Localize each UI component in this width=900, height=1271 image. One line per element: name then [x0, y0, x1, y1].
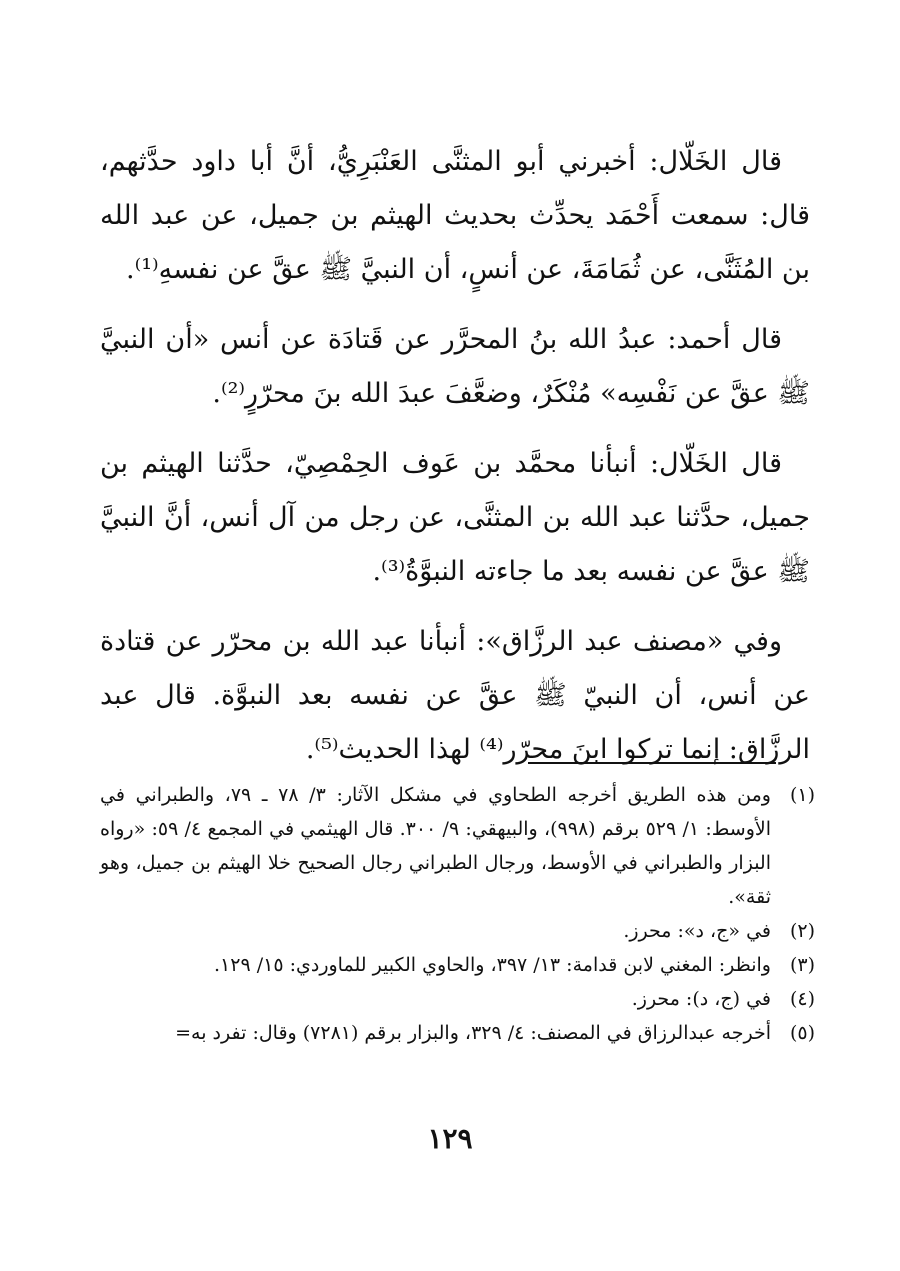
- footnote-5: [100, 1016, 815, 1050]
- footnotes: [100, 778, 815, 1050]
- footnote-text: في «ج، د»: محرز.: [623, 920, 771, 942]
- footnote-number: (٤): [789, 988, 815, 1010]
- footnote-number: (٣): [789, 954, 815, 976]
- paragraph-2: قال أحمد: عبدُ الله بنُ المحرَّر عن قَتادَة عن أنس «أن النبيَّ ﷺ عقَّ عن نَفْسِه» مُنْكَرٌ، وضعَّفَ عبدَ الله بنَ محرّرٍ⁽²⁾.: [100, 324, 810, 409]
- footnote-text: وانظر: المغني لابن قدامة: ١٣/ ٣٩٧، والحاوي الكبير للماوردي: ١٥/ ١٢٩.: [214, 954, 771, 976]
- footnote-2: [100, 914, 815, 948]
- footnote-number: (١): [789, 784, 815, 806]
- footnote-separator: [528, 762, 776, 764]
- footnote-number: (٢): [789, 920, 815, 942]
- paragraph-1: قال الخَلّال: أخبرني أبو المثنَّى العَنْبَرِيُّ، أنَّ أبا داود حدَّثهم، قال: سمعت أَحْمَد يحدِّث بحديث الهيثم بن جميل، عن عبد الله بن المُثَنَّى، عن ثُمَامَةَ، عن أنسٍ، أن النبيَّ ﷺ عقَّ عن نفسهِ⁽¹⁾.: [100, 146, 810, 285]
- footnote-text: أخرجه عبدالرزاق في المصنف: ٤/ ٣٢٩، والبزار برقم (٧٢٨١) وقال: تفرد به=: [175, 1022, 771, 1044]
- page-number: ١٢٩: [427, 1122, 473, 1155]
- paragraph-4: وفي «مصنف عبد الرزَّاق»: أنبأنا عبد الله بن محرّر عن قتادة عن أنس، أن النبيّ ﷺ عقَّ عن نفسه بعد النبوَّة. قال عبد الرزَّاق: إنما تركوا ابنَ محرّر⁽⁴⁾ لهذا الحديث⁽⁵⁾.: [100, 626, 810, 765]
- footnote-text: في (ج، د): محرز.: [631, 988, 771, 1010]
- main-text: [100, 135, 810, 793]
- footnote-text: ومن هذه الطريق أخرجه الطحاوي في مشكل الآثار: ٣/ ٧٨ ـ ٧٩، والطبراني في الأوسط: ١/ ٥٢٩ برقم (٩٩٨)، والبيهقي: ٩/ ٣٠٠. قال الهيثمي في المجمع ٤/ ٥٩: «رواه البزار والطبراني في الأوسط، ورجال الطبراني رجال الصحيح خلا الهيثم بن جميل، وهو ثقة».: [100, 784, 772, 908]
- paragraph-3: قال الخَلّال: أنبأنا محمَّد بن عَوف الحِمْصِيّ، حدَّثنا الهيثم بن جميل، حدَّثنا عبد الله بن المثنَّى، عن رجل من آل أنس، أنَّ النبيَّ ﷺ عقَّ عن نفسه بعد ما جاءته النبوَّةُ⁽³⁾.: [100, 448, 810, 587]
- footnote-4: [100, 982, 815, 1016]
- footnote-number: (٥): [789, 1022, 815, 1044]
- footnote-1: [100, 778, 815, 914]
- footnote-3: [100, 948, 815, 982]
